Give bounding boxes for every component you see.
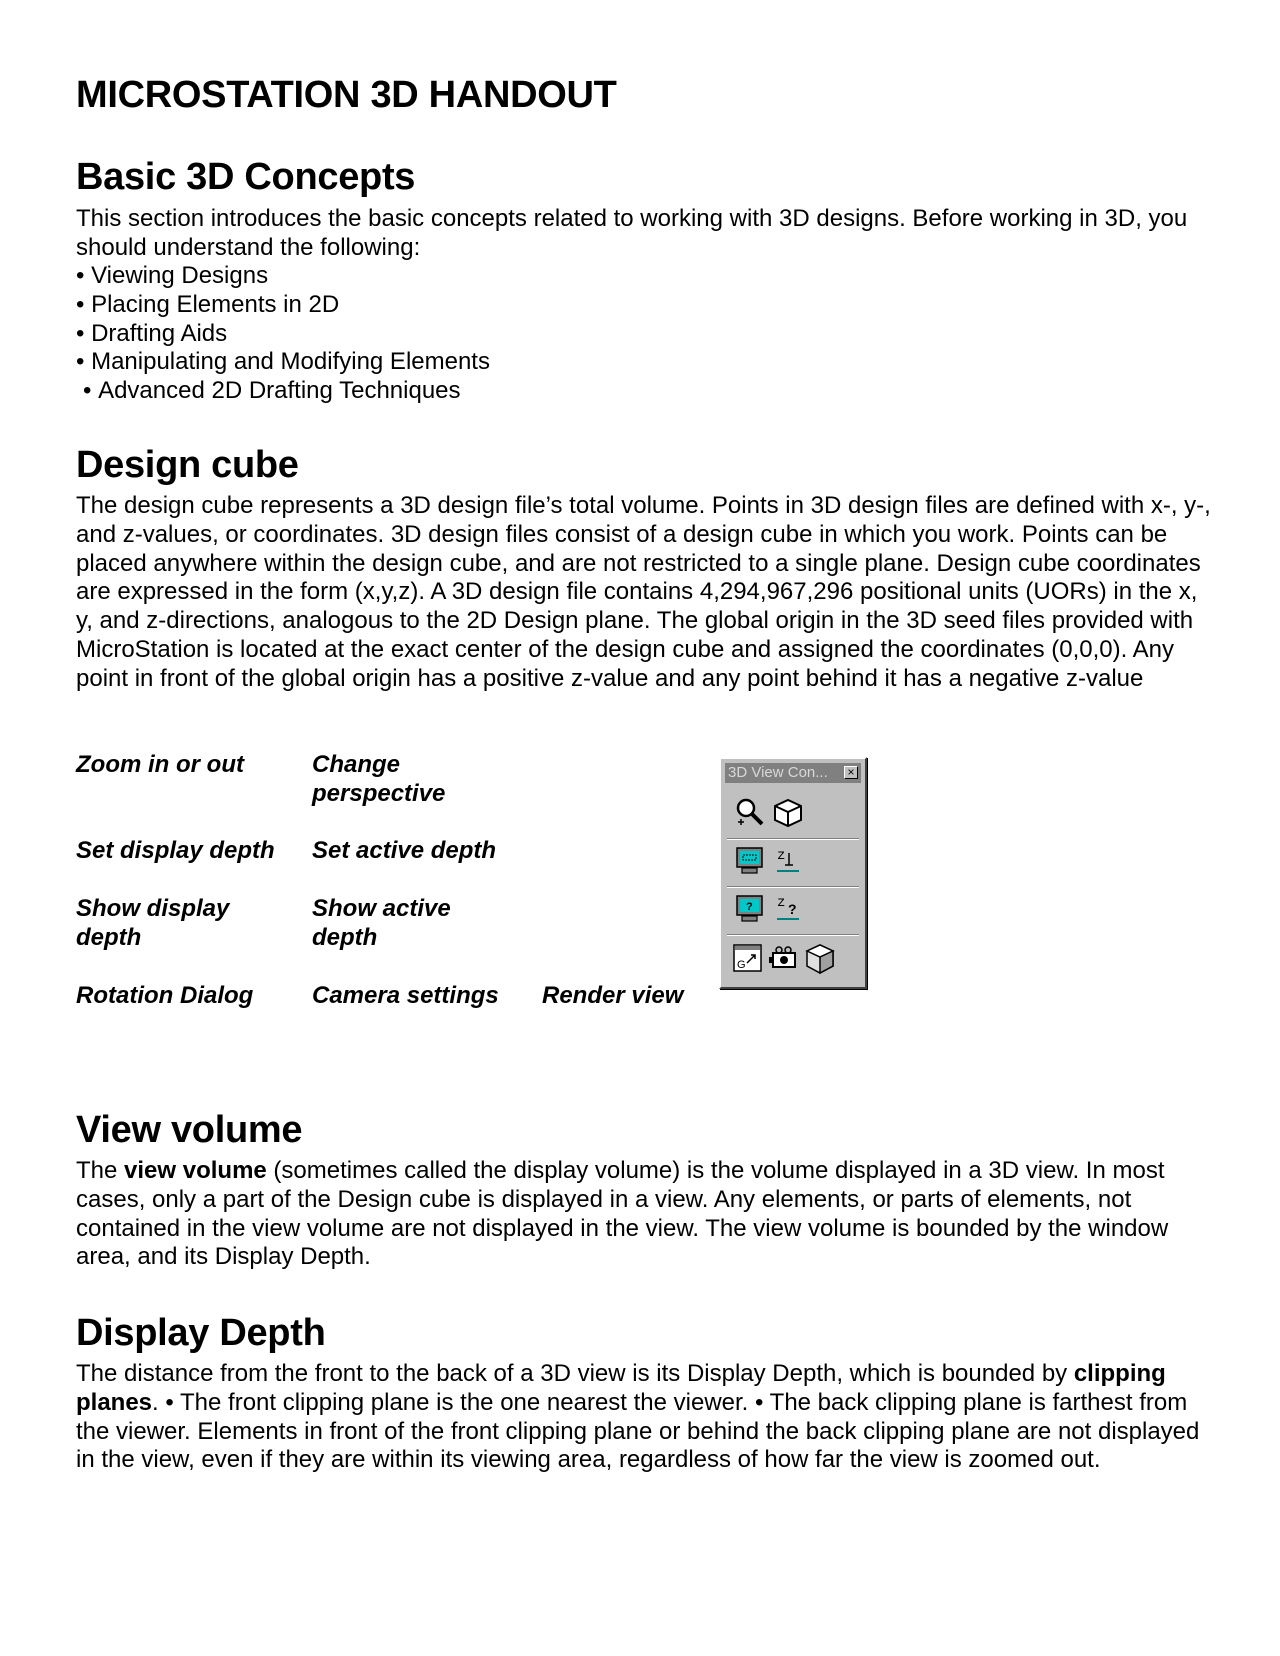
label-show-active-depth-1: Show active (312, 895, 451, 922)
document-title: MICROSTATION 3D HANDOUT (76, 74, 617, 116)
toolbox-separator (727, 838, 859, 840)
zoom-icon[interactable] (733, 795, 767, 829)
text-run: (sometimes called the display volume) is the volume displayed in a 3D view. In most cases, only a part of the Design cube is displayed in a view. Any elements, or parts of elements, not contained in the view volume are not displayed in the view. The view volume is bounded by the window area, and its Display Depth. (76, 1157, 1169, 1271)
close-icon[interactable]: × (844, 766, 858, 779)
label-render-view: Render view (542, 982, 684, 1009)
set-active-depth-icon[interactable] (771, 843, 805, 877)
render-view-icon[interactable] (803, 941, 837, 975)
list-item: • Drafting Aids (76, 320, 490, 349)
question-glyph: ? (788, 901, 797, 917)
label-rotation-dialog: Rotation Dialog (76, 982, 254, 1009)
label-show-display-depth-2: depth (76, 924, 142, 951)
list-item: • Advanced 2D Drafting Techniques (76, 377, 490, 406)
label-set-display-depth: Set display depth (76, 837, 275, 864)
term-clipping-planes: clipping planes (76, 1360, 1166, 1416)
text-run: . • The front clipping plane is the one nearest the viewer. • The back clipping plane is farthest from the viewer. Elements in front of the front clipping plane or behind the back clipping plane are not displayed in the view, even if they are within its viewing area, regardless of how far the view is zoomed out. (76, 1388, 1200, 1474)
list-item: • Viewing Designs (76, 262, 490, 291)
heading-display-depth: Display Depth (76, 1312, 326, 1354)
z-glyph: z (777, 895, 786, 911)
label-change-perspective-1: Change (312, 751, 401, 778)
label-show-active-depth-2: depth (312, 924, 378, 951)
basic-intro-paragraph: This section introduces the basic concepts related to working with 3D designs. Before working in 3D, you should understand the following: (76, 205, 1188, 261)
show-active-depth-icon[interactable] (771, 891, 805, 925)
text-run: The (76, 1157, 125, 1184)
design-cube-paragraph: The design cube represents a 3D design file’s total volume. Points in 3D design files are defined with x-, y-, and z-values, or coordinates. 3D design files consist of a design cube in which you work. Points can be placed anywhere within the design cube, and are not restricted to a single plane. Design cube coordinates are expressed in the form (x,y,z). A 3D design file contains 4,294,967,296 positional units (UORs) in the x, y, and z-directions, analogous to the 2D Design plane. The global origin in the 3D seed files provided with MicroStation is located at the exact center of the design cube and assigned the coordinates (0,0,0). Any point in front of the global origin has a positive z-value and any point behind it has a negative z-value (76, 492, 1211, 692)
camera-settings-icon[interactable] (767, 941, 801, 975)
term-view-volume: view volume (124, 1157, 267, 1184)
list-item: • Manipulating and Modifying Elements (76, 348, 490, 377)
heading-design-cube: Design cube (76, 444, 299, 486)
g-glyph: G (737, 959, 746, 971)
rotation-dialog-icon[interactable] (731, 941, 765, 975)
z-glyph: z (777, 848, 786, 864)
view-control-toolbox (719, 757, 867, 989)
heading-view-volume: View volume (76, 1109, 303, 1151)
label-change-perspective-2: perspective (312, 780, 446, 807)
show-display-depth-icon[interactable] (733, 891, 767, 925)
label-set-active-depth: Set active depth (312, 837, 497, 864)
text-run: The distance from the front to the back of a 3D view is its Display Depth, which is bounded by (76, 1360, 1074, 1387)
heading-basic-3d-concepts: Basic 3D Concepts (76, 156, 416, 198)
label-show-display-depth-1: Show display (76, 895, 230, 922)
label-camera-settings: Camera settings (312, 982, 499, 1009)
prerequisite-list (76, 262, 490, 406)
question-glyph: ? (746, 901, 753, 913)
set-display-depth-icon[interactable] (733, 843, 767, 877)
toolbox-separator (727, 934, 859, 936)
toolbox-title-bar[interactable] (725, 763, 861, 783)
view-volume-paragraph (76, 1157, 1216, 1272)
label-zoom: Zoom in or out (76, 751, 244, 778)
toolbox-title: 3D View Con... (728, 764, 828, 781)
display-depth-paragraph (76, 1360, 1216, 1475)
list-item: • Placing Elements in 2D (76, 291, 490, 320)
toolbox-separator (727, 886, 859, 888)
perspective-cube-icon[interactable] (771, 795, 805, 829)
